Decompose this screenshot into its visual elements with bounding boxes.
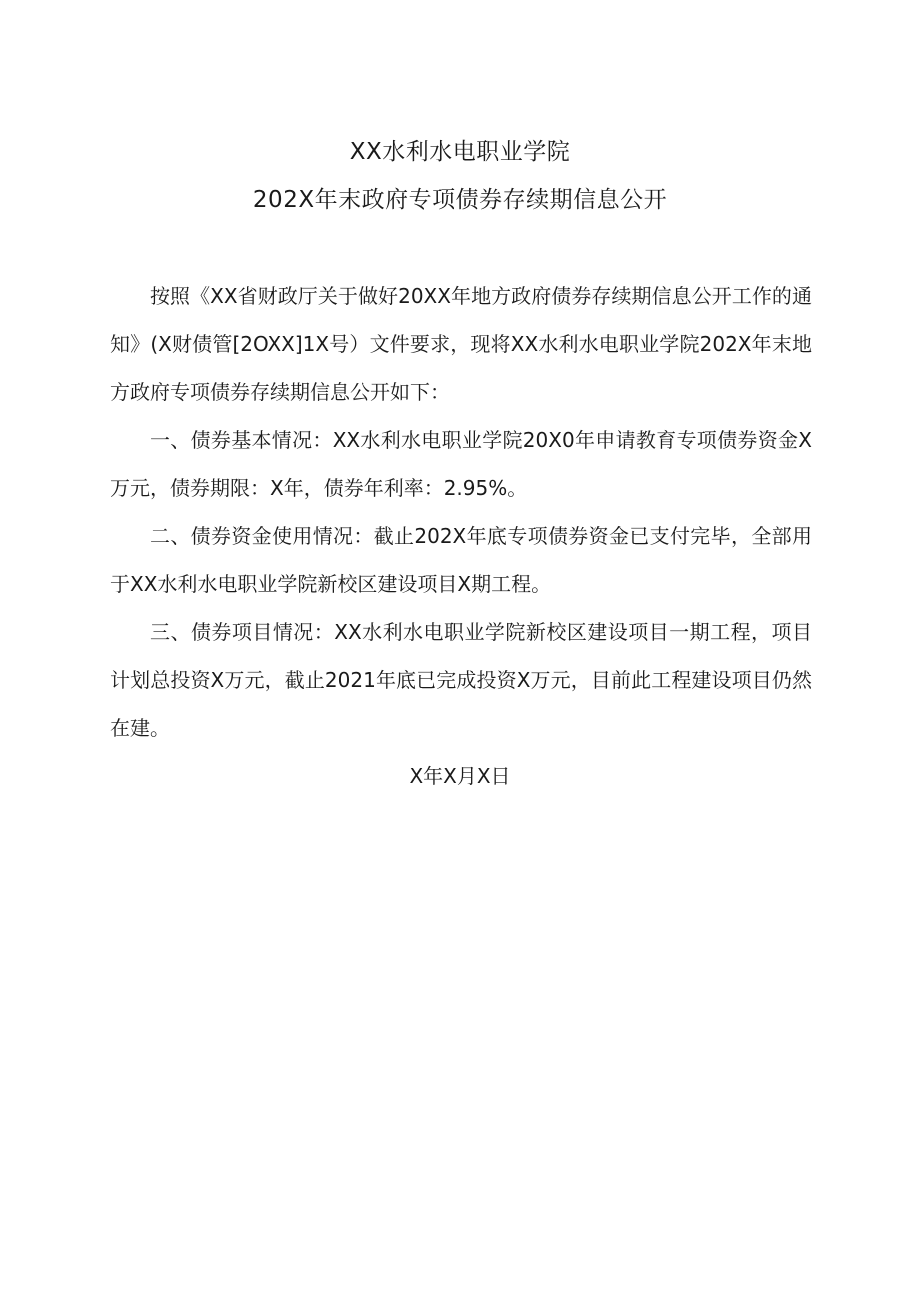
document-date: X年X月X日 — [409, 764, 511, 788]
document-body — [110, 272, 812, 752]
title-subject: 202X年末政府专项债券存续期信息公开 — [252, 187, 668, 213]
title-institution: XX水利水电职业学院 — [349, 139, 571, 165]
intro-paragraph: 按照《XX省财政厅关于做好20XX年地方政府债券存续期信息公开工作的通知》(X财债管[2OXX]1X号）文件要求，现将XX水利水电职业学院202X年末地方政府专项债券存续期信息公开如下： — [110, 284, 812, 404]
section-fund-usage: 二、债券资金使用情况：截止202X年底专项债券资金已支付完毕，全部用于XX水利水电职业学院新校区建设项目X期工程。 — [110, 524, 812, 596]
section-project-status: 三、债券项目情况：XX水利水电职业学院新校区建设项目一期工程，项目计划总投资X万元，截止2021年底已完成投资X万元，目前此工程建设项目仍然在建。 — [110, 620, 812, 740]
section-bond-basic-info: 一、债券基本情况：XX水利水电职业学院20X0年申请教育专项债券资金X万元，债券期限：X年，债券年利率：2.95%。 — [110, 428, 812, 500]
document-title — [0, 128, 920, 224]
